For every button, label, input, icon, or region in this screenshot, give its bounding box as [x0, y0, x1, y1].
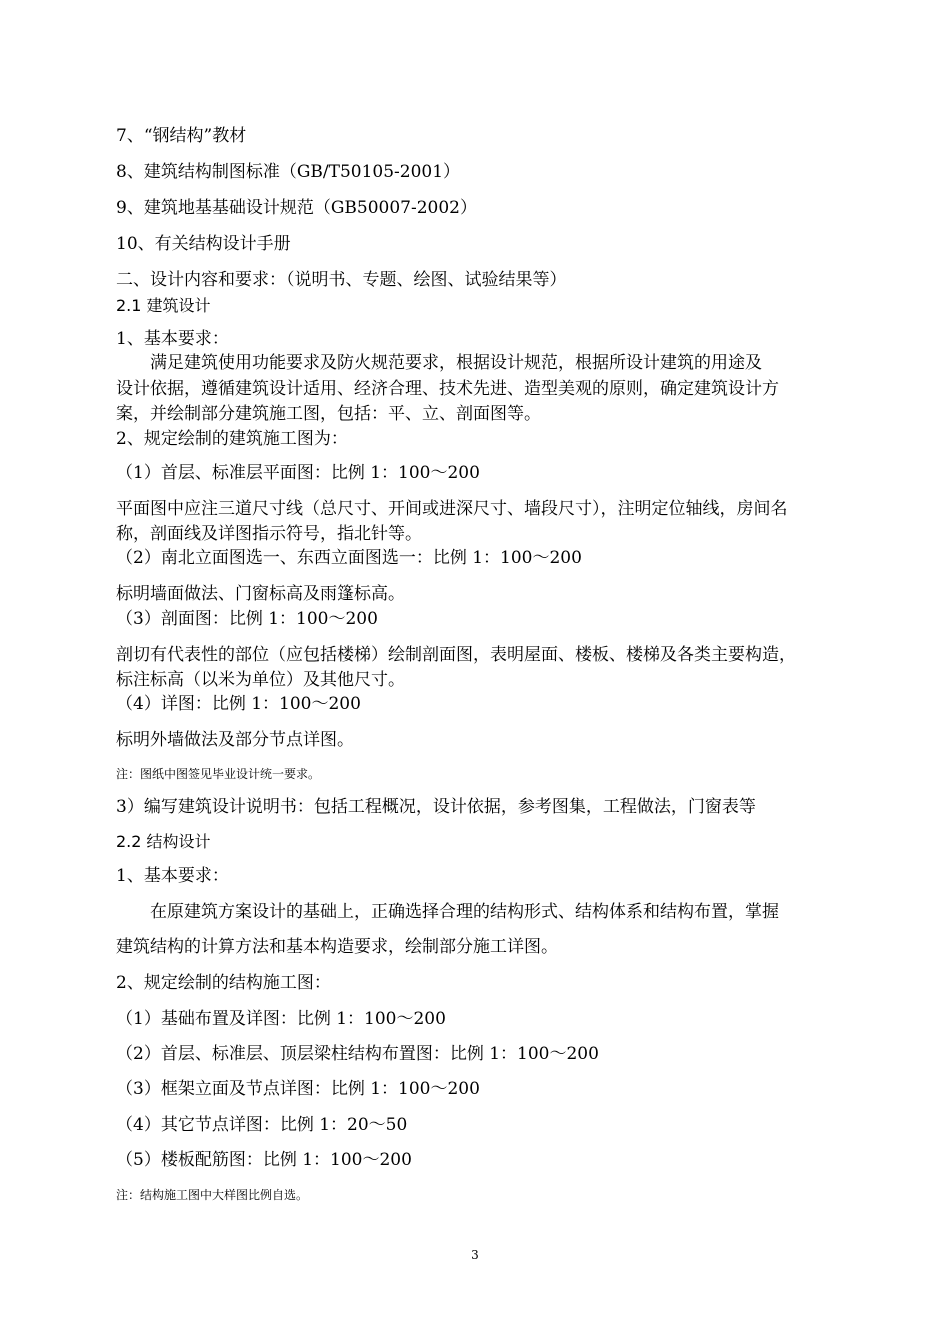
paragraph-line: （3）框架立面及节点详图：比例 1：100～200	[116, 1079, 480, 1099]
paragraph-line: 标明外墙做法及部分节点详图。	[116, 730, 354, 750]
paragraph-line: 称，剖面线及详图指示符号，指北针等。	[116, 524, 422, 544]
paragraph-line: 1、基本要求：	[116, 866, 229, 886]
paragraph-line: （4）其它节点详图：比例 1：20～50	[116, 1115, 408, 1135]
reference-item-7: 7、“钢结构”教材	[116, 126, 247, 146]
paragraph-line: 剖切有代表性的部位（应包括楼梯）绘制剖面图，表明屋面、楼板、楼梯及各类主要构造，	[116, 645, 796, 665]
paragraph-line: （5）楼板配筋图：比例 1：100～200	[116, 1150, 412, 1170]
paragraph-line: （1）首层、标准层平面图：比例 1：100～200	[116, 463, 480, 483]
paragraph-line: 1、基本要求：	[116, 329, 229, 349]
paragraph-line: （2）首层、标准层、顶层梁柱结构布置图：比例 1：100～200	[116, 1044, 599, 1064]
page-number: 3	[471, 1248, 479, 1262]
paragraph-line: 2、规定绘制的结构施工图：	[116, 973, 331, 993]
paragraph-line: 标明墙面做法、门窗标高及雨篷标高。	[116, 584, 405, 604]
paragraph-line: 3）编写建筑设计说明书：包括工程概况，设计依据，参考图集，工程做法，门窗表等	[116, 797, 756, 817]
reference-item-8: 8、建筑结构制图标准（GB/T50105-2001）	[116, 162, 461, 182]
paragraph-line: （3）剖面图：比例 1：100～200	[116, 609, 378, 629]
reference-item-9: 9、建筑地基基础设计规范（GB50007-2002）	[116, 198, 477, 218]
paragraph-line: 案，并绘制部分建筑施工图，包括：平、立、剖面图等。	[116, 404, 541, 424]
paragraph-line: 设计依据，遵循建筑设计适用、经济合理、技术先进、造型美观的原则，确定建筑设计方	[116, 379, 779, 399]
note-line: 注：图纸中图签见毕业设计统一要求。	[116, 767, 321, 781]
paragraph-line: （1）基础布置及详图：比例 1：100～200	[116, 1009, 446, 1029]
note-line: 注：结构施工图中大样图比例自选。	[116, 1188, 309, 1202]
paragraph-line: 满足建筑使用功能要求及防火规范要求，根据设计规范，根据所设计建筑的用途及	[150, 353, 762, 373]
reference-item-10: 10、有关结构设计手册	[116, 234, 291, 254]
paragraph-line: 在原建筑方案设计的基础上，正确选择合理的结构形式、结构体系和结构布置，掌握	[150, 902, 779, 922]
subsection-heading-2-1: 2.1 建筑设计	[116, 296, 211, 315]
paragraph-line: 2、规定绘制的建筑施工图为：	[116, 429, 348, 449]
paragraph-line: 平面图中应注三道尺寸线（总尺寸、开间或进深尺寸、墙段尺寸），注明定位轴线，房间名	[116, 499, 788, 519]
section-heading-2: 二、设计内容和要求：（说明书、专题、绘图、试验结果等）	[116, 270, 567, 290]
paragraph-line: （2）南北立面图选一、东西立面图选一：比例 1：100～200	[116, 548, 582, 568]
paragraph-line: 标注标高（以米为单位）及其他尺寸。	[116, 670, 405, 690]
paragraph-line: （4）详图：比例 1：100～200	[116, 694, 361, 714]
subsection-heading-2-2: 2.2 结构设计	[116, 832, 211, 851]
paragraph-line: 建筑结构的计算方法和基本构造要求，绘制部分施工详图。	[116, 937, 558, 957]
